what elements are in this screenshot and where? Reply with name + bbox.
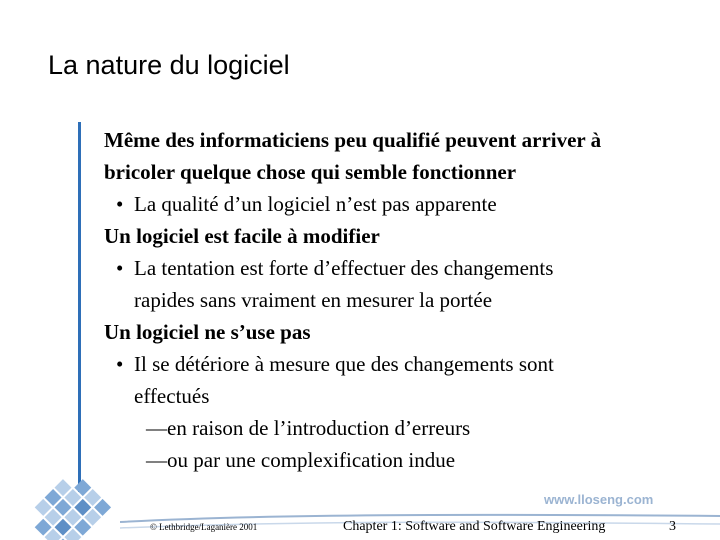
chapter-title: Chapter 1: Software and Software Engineering [343,519,606,534]
bullet-continuation: effectués [134,384,210,408]
slide-body [104,124,704,476]
lloseng-logo-icon [30,468,120,540]
sub-bullet-line: —en raison de l’introduction d’erreurs [146,416,471,440]
bullet-icon: • [116,256,124,280]
body-line: Un logiciel est facile à modifier [104,224,380,248]
accent-line [78,122,81,492]
copyright-text: © Lethbridge/Laganière 2001 [150,522,258,532]
bullet-text: Il se détériore à mesure que des changements sont [134,352,554,376]
slide-title: La nature du logiciel [48,50,290,80]
bullet-text: La tentation est forte d’effectuer des changements [134,256,554,280]
bullet-line [104,252,704,284]
bullet-line [104,188,704,220]
body-line: Un logiciel ne s’use pas [104,320,311,344]
bullet-text: La qualité d’un logiciel n’est pas apparente [134,192,497,216]
website-url: www.lloseng.com [544,492,654,507]
bullet-icon: • [116,192,124,216]
sub-bullet-line: —ou par une complexification indue [146,448,456,472]
body-line: Même des informaticiens peu qualifié peuvent arriver à [104,128,602,152]
bullet-continuation: rapides sans vraiment en mesurer la portée [134,288,493,312]
page-number: 3 [669,519,676,534]
body-line: bricoler quelque chose qui semble fonctionner [104,160,517,184]
bullet-icon: • [116,352,124,376]
bullet-line [104,348,704,380]
